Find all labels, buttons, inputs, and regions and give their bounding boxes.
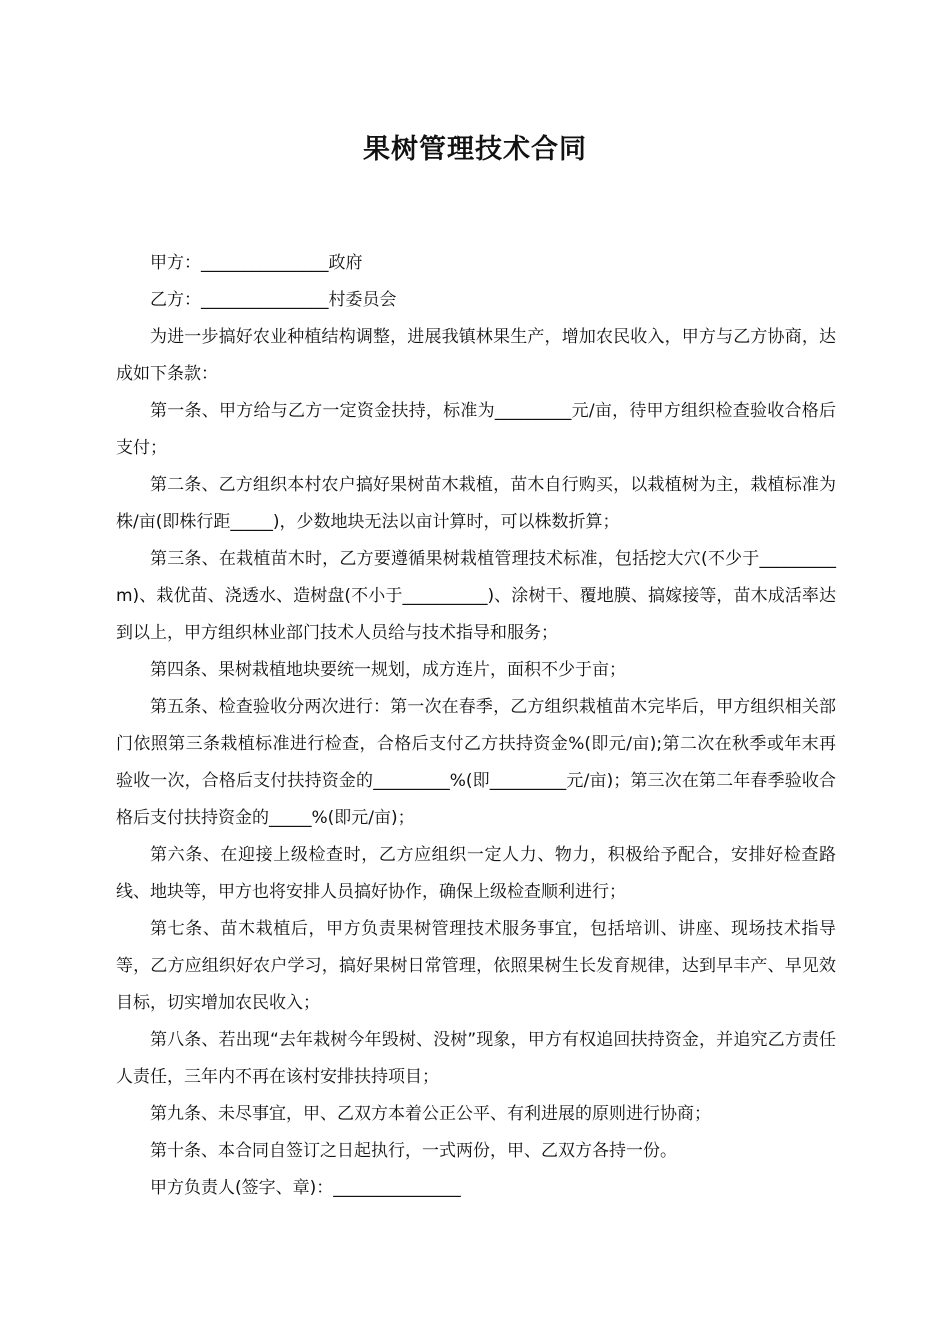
party-b-line: 乙方：_______________村委员会: [150, 290, 397, 310]
signature-line: 甲方负责人(签字、章)：_______________: [150, 1178, 461, 1198]
contract-body: [116, 245, 836, 1207]
article-7: 第七条、苗木栽植后，甲方负责果树管理技术服务事宜，包括培训、讲座、现场技术指导等，乙方应组织好农户学习，搞好果树日常管理，依照果树生长发育规律，达到早丰产、早见效目标，切实增加农民收入；: [116, 919, 836, 1013]
article-6: 第六条、在迎接上级检查时，乙方应组织一定人力、物力，积极给予配合，安排好检查路线、地块等，甲方也将安排人员搞好协作，确保上级检查顺利进行；: [116, 845, 836, 902]
intro-paragraph: 为进一步搞好农业种植结构调整，进展我镇林果生产，增加农民收入，甲方与乙方协商，达成如下条款：: [116, 327, 836, 384]
article-1: 第一条、甲方给与乙方一定资金扶持，标准为_________元/亩，待甲方组织检查验收合格后支付；: [116, 401, 836, 458]
article-10: 第十条、本合同自签订之日起执行，一式两份，甲、乙双方各持一份。: [150, 1141, 677, 1161]
party-a-line: 甲方：_______________政府: [150, 253, 363, 273]
article-3: 第三条、在栽植苗木时，乙方要遵循果树栽植管理技术标准，包括挖大穴(不少于_________m)、栽优苗、浇透水、造树盘(不小于__________)、涂树干、覆地膜、搞嫁接等，苗木成活率达到以上，甲方组织林业部门技术人员给与技术指导和服务；: [116, 549, 836, 643]
article-8: 第八条、若出现“去年栽树今年毁树、没树”现象，甲方有权追回扶持资金，并追究乙方责任人责任，三年内不再在该村安排扶持项目；: [116, 1030, 836, 1087]
document-title: 果树管理技术合同: [363, 134, 587, 165]
article-5: 第五条、检查验收分两次进行：第一次在春季，乙方组织栽植苗木完毕后，甲方组织相关部门依照第三条栽植标准进行检查，合格后支付乙方扶持资金%(即元/亩);第二次在秋季或年末再验收一次，合格后支付扶持资金的_________%(即_________元/亩)；第三次在第二年春季验收合格后支付扶持资金的_____%(即元/亩)；: [116, 697, 836, 828]
article-2: 第二条、乙方组织本村农户搞好果树苗木栽植，苗木自行购买，以栽植树为主，栽植标准为株/亩(即株行距_____)，少数地块无法以亩计算时，可以株数折算；: [116, 475, 836, 532]
article-4: 第四条、果树栽植地块要统一规划，成方连片，面积不少于亩；: [150, 660, 626, 680]
article-9: 第九条、未尽事宜，甲、乙双方本着公正公平、有利进展的原则进行协商；: [150, 1104, 711, 1124]
